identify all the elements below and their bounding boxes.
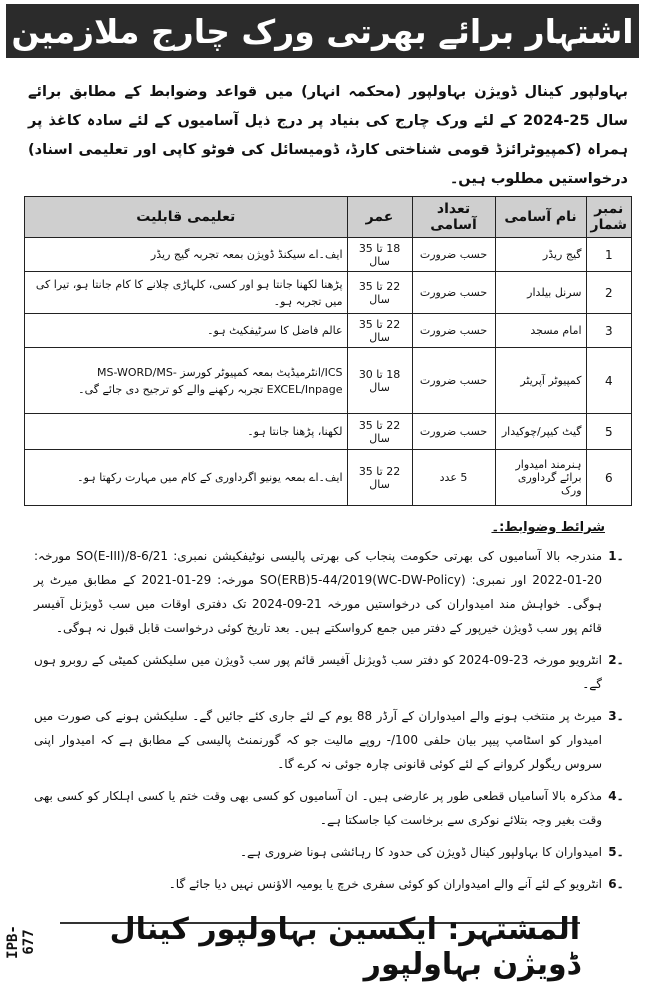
row-age: 18 تا 30 سال [347,348,412,414]
table-header-row [25,197,632,238]
terms-heading: شرائط وضوابط:۔ [491,520,605,535]
list-item [34,704,630,776]
row-sr: 6 [586,450,631,506]
row-age: 22 تا 35 سال [347,414,412,450]
table-row [25,272,632,314]
row-count: حسب ضرورت [412,414,495,450]
list-item [34,840,630,864]
list-item [34,872,630,896]
row-qual: ICS/انٹرمیڈیٹ بمعہ کمپیوٹر کورسز MS-WORD/MS-EXCEL/Inpage تجربہ رکھنے والے کو ترجیح دی جائے گی۔ [25,348,348,414]
table-row [25,314,632,348]
table-row [25,414,632,450]
row-qual: لکھنا، پڑھنا جانتا ہو۔ [25,414,348,450]
advertiser-signature: المشتہر: ایکسین بہاولپور کینال ڈویژن بہاولپور [60,922,580,970]
row-qual: ایف۔اے بمعہ یونیو اگرداوری کے کام میں مہارت رکھتا ہو۔ [25,450,348,506]
row-sr: 3 [586,314,631,348]
row-count: حسب ضرورت [412,348,495,414]
row-count: حسب ضرورت [412,272,495,314]
row-name: ہنرمند امیدوار برائے گرداوری ورک [495,450,586,506]
header-count: تعداد آسامی [412,197,495,238]
term-number: ۔1 [608,549,624,563]
row-qual: ایف۔اے سیکنڈ ڈویژن بمعہ تجربہ گیج ریڈر [25,238,348,272]
row-qual: پڑھنا لکھنا جانتا ہو اور کسی، کلہاڑی چلانے کا کام جانتا ہو، تیرا کی میں تجربہ ہو۔ [25,272,348,314]
row-name: کمپیوٹر آپریٹر [495,348,586,414]
row-age: 22 تا 35 سال [347,450,412,506]
term-number: ۔4 [608,789,624,803]
row-name: گیج ریڈر [495,238,586,272]
term-text: انٹرویو کے لئے آنے والے امیدواران کو کوئی سفری خرچ یا یومیہ الاؤنس نہیں دیا جائے گا۔ [168,877,602,891]
row-age: 18 تا 35 سال [347,238,412,272]
list-item [34,544,630,640]
ad-code: IPB-677 [5,925,37,959]
row-count: حسب ضرورت [412,314,495,348]
row-sr: 1 [586,238,631,272]
terms-list [34,544,630,904]
intro-paragraph: بہاولپور کینال ڈویژن بہاولپور (محکمہ انہار) میں قواعد وضوابط کے مطابق برائے سال 25-2024 کے لئے ورک چارج کی بنیاد پر درج ذیل آسامیوں کے لئے سادہ کاغذ پر ہمراہ (کمپیوٹرائزڈ قومی شناختی کارڈ، ڈومیسائل کی فوٹو کاپی اور تعلیمی اسناد) درخواستیں مطلوب ہیں۔ [28,84,628,187]
row-age: 22 تا 35 سال [347,272,412,314]
row-name: سرنل بیلدار [495,272,586,314]
header-name: نام آسامی [495,197,586,238]
term-text: مذکرہ بالا آسامیاں قطعی طور پر عارضی ہیں۔ ان آسامیوں کو کسی بھی وقت ختم یا کسی اہلکار کو کسی بھی وقت بغیر وجہ بتلائے نوکری سے برخاست کیا جاسکتا ہے۔ [34,789,602,827]
row-name: گیٹ کیپر/چوکیدار [495,414,586,450]
page-title: اشتہار برائے بھرتی ورک چارج ملازمین [6,4,639,58]
row-count: 5 عدد [412,450,495,506]
row-age: 22 تا 35 سال [347,314,412,348]
list-item [34,784,630,832]
list-item [34,648,630,696]
posts-table [24,196,632,506]
row-count: حسب ضرورت [412,238,495,272]
term-number: ۔5 [608,845,624,859]
table-row [25,348,632,414]
row-sr: 4 [586,348,631,414]
term-number: ۔6 [608,877,624,891]
term-text: میرٹ پر منتخب ہونے والے امیدواران کے آرڈر 88 یوم کے لئے جاری کئے جائیں گے۔ سلیکشن ہونے کی صورت میں امیدوار کو اسٹامپ پیپر بیان حلفی 100/- روپے مالیت جو کہ گورنمنٹ پالیسی کے مطابق ہے کہ امیدوار اپنی سروس ریگولر کروانے کے لئے کوئی قانونی چارہ جوئی نہ کرے گا۔ [34,709,602,771]
term-number: ۔3 [608,709,624,723]
row-name: امام مسجد [495,314,586,348]
table-row [25,238,632,272]
header-age: عمر [347,197,412,238]
row-sr: 2 [586,272,631,314]
row-qual: عالم فاضل کا سرٹیفکیٹ ہو۔ [25,314,348,348]
row-sr: 5 [586,414,631,450]
term-text: مندرجہ بالا آسامیوں کی بھرتی حکومت پنجاب کی بھرتی پالیسی نوٹیفکیشن نمبری: SO(E-III)/8-6/21 مورخہ: 20-01-2022 اور نمبری: SO(ERB)5-44/2019(WC-DW-Policy) مورخہ: 29-01-2021 کے مطابق میرٹ پر ہوگی۔ خواہش مند امیدواران کی درخواستیں مورخہ 21-09-2024 تک دفتری اوقات میں سب ڈویژنل آفیسر قائم پور سب ڈویژن خیرپور کے دفتر میں جمع کرواسکتے ہیں۔ بعد تاریخ کوئی درخواست قابل قبول نہ ہوگی۔ [34,549,602,635]
header-sr: نمبر شمار [586,197,631,238]
table-row [25,450,632,506]
term-number: ۔2 [608,653,624,667]
header-qual: تعلیمی قابلیت [25,197,348,238]
term-text: امیدواران کا بہاولپور کینال ڈویژن کی حدود کا رہائشی ہونا ضروری ہے۔ [240,845,602,859]
term-text: انٹرویو مورخہ 23-09-2024 کو دفتر سب ڈویژنل آفیسر قائم پور سب ڈویژن میں سلیکشن کمیٹی کے روبرو ہوں گے۔ [34,653,602,691]
